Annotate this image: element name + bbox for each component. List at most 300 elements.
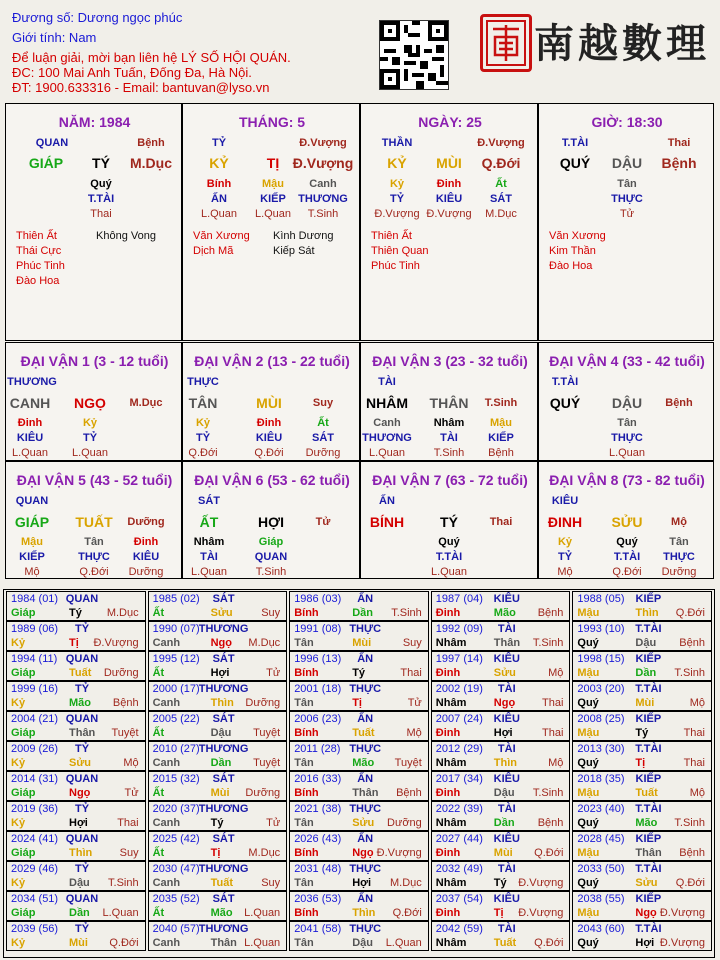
hidden-stem: Đinh — [256, 417, 282, 429]
life-stage: Tử — [266, 667, 281, 679]
pillar-cell: T.TÀI — [87, 193, 115, 205]
life-stage: Suy — [261, 877, 281, 889]
year-branch: Sửu — [69, 757, 92, 769]
owner-name: Đương số: Dương ngọc phúc — [12, 10, 183, 25]
life-stage: Tuyệt — [253, 727, 281, 739]
ten-god: TÀI — [497, 803, 516, 815]
dai-van-3 — [360, 342, 538, 461]
life-stage: Bệnh — [537, 607, 564, 619]
life-stage: Q.Đới — [109, 937, 139, 949]
year-stem: Nhâm — [435, 817, 467, 829]
shen-sha: Thái Cực — [16, 245, 62, 257]
life-stage: Đ.Vượng — [659, 937, 705, 949]
year-branch: Ngọ — [69, 787, 91, 799]
stem-branch: CANH — [9, 395, 51, 411]
year-stem: Bính — [294, 607, 319, 619]
year-label: 1992 (09) — [435, 623, 483, 635]
ten-god: T.TÀI — [635, 623, 662, 635]
ten-god: TỶ — [74, 623, 90, 635]
hidden-stem: T.Sinh — [255, 566, 287, 578]
year-branch: Tị — [352, 697, 362, 709]
year-label: 2012 (29) — [435, 743, 483, 755]
address: ĐC: 100 Mai Anh Tuấn, Đống Đa, Hà Nội. — [12, 65, 252, 80]
year-branch: Tuất — [635, 787, 658, 799]
dai-van-title: ĐẠI VẬN 8 (73 - 82 tuổi) — [549, 472, 705, 488]
year-stem: Giáp — [11, 907, 36, 919]
shen-sha: Thiên Ất — [16, 230, 57, 242]
life-stage: T.Sinh — [391, 607, 422, 619]
year-branch: Thìn — [69, 847, 93, 859]
year-cell — [572, 651, 712, 681]
year-label: 2017 (34) — [435, 773, 483, 785]
hidden-stem: TÀI — [440, 432, 458, 444]
hidden-stem: KIẾP — [488, 432, 514, 444]
ten-god: THƯƠNG — [198, 743, 249, 755]
year-stem: Canh — [152, 757, 181, 769]
year-cell — [148, 591, 288, 621]
year-stem: Quý — [577, 817, 599, 829]
year-label: 2034 (51) — [11, 893, 59, 905]
hidden-stem: Giáp — [258, 536, 284, 548]
pillar-cell: KỶ — [387, 155, 407, 171]
year-cell — [289, 921, 429, 951]
pillar-cell: KỶ — [209, 155, 229, 171]
year-branch: Mùi — [493, 847, 513, 859]
year-cell — [431, 831, 571, 861]
hidden-stem: Mộ — [557, 566, 573, 578]
year-cell — [6, 651, 146, 681]
year-label: 2010 (27) — [152, 743, 200, 755]
ten-god: KIÊU — [493, 653, 520, 665]
year-stem: Đinh — [435, 787, 461, 799]
ten-god: ẤN — [357, 713, 374, 725]
hidden-stem: KIẾP — [19, 551, 45, 563]
hidden-stem: Canh — [373, 417, 401, 429]
ten-god: KIẾP — [635, 593, 662, 605]
pillar-cell: SÁT — [490, 193, 512, 205]
stem-branch: ẤT — [199, 514, 219, 530]
year-branch: Dậu — [210, 727, 232, 739]
year-stem: Ất — [152, 787, 165, 799]
hidden-stem: Dưỡng — [661, 566, 697, 578]
year-cell — [431, 891, 571, 921]
year-stem: Đinh — [435, 907, 461, 919]
year-cell — [289, 891, 429, 921]
year-label: 1984 (01) — [11, 593, 59, 605]
pillar-cell: TỶ — [389, 193, 405, 205]
year-branch: Ngọ — [635, 907, 657, 919]
stem-branch: Bệnh — [665, 397, 693, 409]
dai-van-title: ĐẠI VẬN 7 (63 - 72 tuổi) — [372, 472, 528, 488]
year-branch: Ngọ — [493, 697, 516, 709]
life-stage: Bệnh — [679, 847, 705, 859]
ten-god: SÁT — [212, 893, 235, 905]
year-label: 1991 (08) — [294, 623, 342, 635]
year-branch: Dần — [635, 667, 657, 679]
pillar-cell: Bệnh — [137, 137, 165, 149]
year-cell — [431, 861, 571, 891]
year-branch: Dậu — [493, 787, 515, 799]
year-stem: Giáp — [11, 847, 36, 859]
year-stem: Ất — [152, 667, 165, 679]
year-cell — [289, 801, 429, 831]
year-stem: Quý — [577, 637, 599, 649]
life-stage: M.Dục — [106, 607, 139, 619]
year-cell — [431, 681, 571, 711]
year-label: 2003 (20) — [577, 683, 625, 695]
stem-branch: Mộ — [671, 516, 687, 528]
ten-god: THƯƠNG — [198, 683, 249, 695]
year-cell — [148, 711, 288, 741]
stem-branch: T.Sinh — [484, 397, 518, 409]
ten-god: KIÊU — [493, 833, 520, 845]
ten-god: THỰC — [349, 743, 382, 755]
ten-god: SÁT — [212, 833, 235, 845]
year-stem: Giáp — [11, 787, 36, 799]
pillar-cell: Đinh — [436, 178, 462, 190]
year-label: 2029 (46) — [11, 863, 59, 875]
hidden-stem: Quý — [438, 536, 460, 548]
hidden-stem: Q.Đới — [188, 447, 218, 459]
ten-god: TÀI — [497, 623, 516, 635]
year-branch: Thân — [210, 937, 237, 949]
hidden-stem: TÀI — [200, 551, 218, 563]
hidden-stem: T.TÀI — [613, 551, 641, 563]
hidden-stem: KIÊU — [16, 432, 44, 444]
pillar-cell: TÝ — [92, 155, 110, 171]
year-branch: Dần — [69, 907, 90, 919]
life-stage: Dưỡng — [103, 667, 139, 679]
life-stage: Thai — [117, 817, 139, 829]
annual-luck-table — [3, 589, 715, 958]
ten-god: KIÊU — [493, 593, 520, 605]
year-cell — [572, 771, 712, 801]
dai-van-1 — [5, 342, 182, 461]
ten-god: QUAN — [65, 833, 99, 845]
pillar-cell: Ất — [495, 178, 507, 190]
year-branch: Dậu — [635, 637, 657, 649]
year-label: 2027 (44) — [435, 833, 483, 845]
pillar-cell: L.Quan — [254, 208, 292, 220]
year-label: 1987 (04) — [435, 593, 483, 605]
year-branch: Tý — [635, 727, 649, 739]
hidden-stem: SÁT — [312, 432, 334, 444]
stem-branch: Dưỡng — [127, 516, 165, 528]
year-branch: Tị — [210, 847, 221, 859]
life-stage: Đ.Vượng — [376, 847, 422, 859]
year-label: 1995 (12) — [152, 653, 200, 665]
dai-van-title: ĐẠI VẬN 5 (43 - 52 tuổi) — [16, 472, 173, 488]
life-stage: Thai — [683, 757, 705, 769]
hidden-stem: Tân — [84, 536, 104, 548]
shen-sha: Thiên Quan — [371, 245, 429, 257]
year-label: 1996 (13) — [294, 653, 342, 665]
year-label: 2032 (49) — [435, 863, 483, 875]
year-stem: Mậu — [577, 907, 600, 919]
year-label: 1999 (16) — [11, 683, 59, 695]
year-branch: Tị — [69, 637, 79, 649]
ten-god: ẤN — [379, 495, 395, 507]
pillar-cell: T.TÀI — [561, 137, 589, 149]
year-cell — [289, 681, 429, 711]
year-label: 2002 (19) — [435, 683, 483, 695]
year-branch: Mão — [210, 907, 233, 919]
pillar-cell: Đ.Vượng — [292, 155, 354, 171]
year-label: 2038 (55) — [577, 893, 625, 905]
year-stem: Đinh — [435, 847, 461, 859]
year-branch: Ngọ — [210, 637, 232, 649]
shen-sha: Đào Hoa — [16, 275, 60, 287]
ten-god: KIẾP — [635, 713, 662, 725]
stem-branch: DẬU — [611, 395, 643, 411]
ten-god: TỶ — [74, 683, 90, 695]
life-stage: Mộ — [406, 727, 422, 739]
year-label: 1997 (14) — [435, 653, 483, 665]
year-branch: Tý — [352, 667, 366, 679]
pillar-cell: L.Quan — [200, 208, 238, 220]
pillar-4 — [538, 103, 714, 341]
ten-god: THƯƠNG — [198, 863, 249, 875]
year-branch: Tuất — [493, 937, 517, 949]
year-stem: Canh — [152, 697, 181, 709]
pillar-title: NGÀY: 25 — [418, 114, 482, 130]
year-label: 2014 (31) — [11, 773, 59, 785]
hidden-stem: KIÊU — [132, 551, 160, 563]
year-stem: Bính — [294, 667, 319, 679]
year-branch: Thân — [69, 727, 96, 739]
ten-god: QUAN — [65, 653, 99, 665]
year-label: 2026 (43) — [294, 833, 342, 845]
shen-sha: Kiếp Sát — [273, 245, 315, 257]
pillar-cell: Thai — [667, 137, 691, 149]
pillar-cell: TỊ — [266, 155, 280, 171]
stem-branch: M.Dục — [129, 397, 163, 409]
year-label: 1993 (10) — [577, 623, 625, 635]
dai-van-4 — [538, 342, 714, 461]
year-label: 1989 (06) — [11, 623, 59, 635]
ten-god: SÁT — [212, 773, 235, 785]
life-stage: Tử — [266, 817, 281, 829]
year-stem: Giáp — [11, 667, 36, 679]
ten-god: SÁT — [212, 713, 235, 725]
year-label: 2016 (33) — [294, 773, 342, 785]
year-cell — [6, 591, 146, 621]
year-cell — [431, 741, 571, 771]
ten-god: KIÊU — [493, 713, 520, 725]
year-label: 2031 (48) — [294, 863, 342, 875]
year-label: 2042 (59) — [435, 923, 483, 935]
stem-branch: TUẤT — [75, 514, 113, 530]
stem-branch: ĐINH — [547, 514, 583, 530]
pillar-cell: M.Dục — [130, 155, 172, 171]
year-branch: Hợi — [493, 727, 513, 739]
year-stem: Quý — [577, 937, 599, 949]
year-label: 2033 (50) — [577, 863, 625, 875]
pillar-cell: GIÁP — [28, 155, 64, 171]
year-cell — [431, 711, 571, 741]
pillar-title: NĂM: 1984 — [58, 114, 131, 130]
pillar-cell: Kỷ — [389, 178, 405, 190]
hidden-stem: Ất — [317, 417, 329, 429]
year-branch: Tị — [635, 757, 646, 769]
year-stem: Mậu — [577, 727, 600, 739]
life-stage: M.Dục — [248, 637, 281, 649]
hidden-stem: TỶ — [82, 432, 98, 444]
hidden-stem: L.Quan — [11, 447, 49, 459]
year-label: 2011 (28) — [294, 743, 341, 755]
ten-god: TÀI — [497, 743, 516, 755]
ten-god: TỶ — [74, 863, 90, 875]
year-branch: Hợi — [210, 667, 230, 679]
shen-sha: Văn Xương — [193, 230, 250, 242]
pillar-title: THÁNG: 5 — [238, 114, 306, 130]
year-stem: Canh — [152, 877, 181, 889]
life-stage: T.Sinh — [108, 877, 139, 889]
year-branch: Dậu — [352, 937, 373, 949]
hidden-stem: Bệnh — [488, 447, 514, 459]
year-stem: Tân — [294, 877, 314, 889]
life-stage: Thai — [683, 727, 705, 739]
ten-god: KIÊU — [551, 495, 579, 507]
pillar-cell: Đ.Vượng — [426, 208, 472, 220]
ten-god: THƯƠNG — [7, 376, 57, 388]
life-stage: Bệnh — [537, 817, 564, 829]
pillar-cell: Canh — [309, 178, 337, 190]
year-cell — [431, 801, 571, 831]
hidden-stem: THỰC — [663, 551, 695, 563]
ten-god: THỰC — [349, 923, 382, 935]
year-cell — [572, 831, 712, 861]
shen-sha: Văn Xương — [549, 230, 606, 242]
brand-logo: 南越數理 — [534, 20, 710, 67]
year-label: 1988 (05) — [577, 593, 625, 605]
year-stem: Kỷ — [11, 637, 26, 649]
year-stem: Mậu — [577, 607, 600, 619]
hidden-stem: T.TÀI — [435, 551, 463, 563]
shen-sha: Đào Hoa — [549, 260, 593, 272]
year-label: 2009 (26) — [11, 743, 59, 755]
life-stage: Suy — [261, 607, 281, 619]
year-stem: Kỷ — [11, 697, 26, 709]
life-stage: Đ.Vượng — [93, 637, 139, 649]
year-cell — [572, 921, 712, 951]
year-branch: Mão — [352, 757, 375, 769]
dai-van-title: ĐẠI VẬN 1 (3 - 12 tuổi) — [20, 353, 169, 369]
dai-van-5 — [5, 461, 182, 579]
year-branch: Thìn — [635, 607, 659, 619]
stem-branch: THÂN — [429, 395, 469, 411]
pillar-cell: Q.Đới — [481, 155, 521, 171]
ten-god: THỰC — [349, 803, 382, 815]
year-branch: Tuất — [210, 877, 233, 889]
life-stage: Đ.Vượng — [518, 877, 564, 889]
year-cell — [431, 621, 571, 651]
life-stage: Tử — [124, 787, 139, 799]
pillar-cell: ẤN — [211, 193, 227, 205]
ten-god: THỰC — [349, 623, 382, 635]
year-label: 2019 (36) — [11, 803, 59, 815]
pillar-cell: DẬU — [611, 155, 643, 171]
year-label: 1998 (15) — [577, 653, 625, 665]
year-label: 2036 (53) — [294, 893, 342, 905]
pillar-1 — [5, 103, 182, 341]
hidden-stem: Q.Đới — [254, 447, 284, 459]
ten-god: T.TÀI — [635, 863, 662, 875]
year-branch: Hợi — [69, 817, 88, 829]
year-branch: Mão — [69, 697, 91, 709]
life-stage: Mộ — [548, 667, 564, 679]
hidden-stem: L.Quan — [430, 566, 468, 578]
year-label: 2024 (41) — [11, 833, 59, 845]
year-branch: Mùi — [352, 637, 372, 649]
stem-branch: Thai — [489, 516, 513, 528]
stem-branch: MÙI — [256, 395, 282, 411]
pillar-cell: KIẾP — [260, 193, 286, 205]
year-cell — [148, 801, 288, 831]
ten-god: TÀI — [497, 683, 516, 695]
year-label: 2037 (54) — [435, 893, 483, 905]
stem-branch: NHÂM — [366, 395, 408, 411]
life-stage: Tuyệt — [394, 757, 422, 769]
stem-branch: BÍNH — [369, 514, 405, 530]
shen-sha: Phúc Tinh — [371, 260, 420, 272]
year-branch: Dần — [493, 817, 515, 829]
life-stage: Dưỡng — [245, 787, 281, 799]
year-stem: Ất — [152, 607, 165, 619]
pillar-cell: Tử — [619, 208, 635, 220]
hidden-stem: Mậu — [21, 536, 43, 548]
year-cell — [431, 651, 571, 681]
year-label: 1986 (03) — [294, 593, 342, 605]
hidden-stem: TỶ — [195, 432, 211, 444]
year-branch: Dậu — [69, 877, 90, 889]
stem-branch: HỢI — [258, 514, 284, 530]
shen-sha: Dịch Mã — [193, 245, 234, 257]
stem-branch: Tử — [315, 516, 331, 528]
stem-branch: TÂN — [188, 395, 218, 411]
shen-sha: Không Vong — [96, 230, 156, 242]
ten-god: THỰC — [187, 376, 219, 388]
ten-god: KIÊU — [493, 773, 520, 785]
pillar-cell: Bệnh — [661, 155, 697, 171]
year-label: 2030 (47) — [152, 863, 200, 875]
red-seal-icon — [480, 14, 532, 72]
year-label: 2005 (22) — [152, 713, 200, 725]
year-cell — [6, 801, 146, 831]
life-stage: Mộ — [689, 697, 705, 709]
life-stage: Mộ — [689, 787, 705, 799]
stem-branch: SỬU — [611, 514, 643, 530]
year-stem: Canh — [152, 817, 181, 829]
life-stage: Bệnh — [396, 787, 422, 799]
year-cell — [289, 621, 429, 651]
hidden-stem: Q.Đới — [79, 566, 109, 578]
year-branch: Tý — [493, 877, 507, 889]
year-stem: Ất — [152, 847, 165, 859]
year-stem: Canh — [152, 637, 181, 649]
life-stage: Thai — [541, 727, 564, 739]
dai-van-8 — [538, 461, 714, 579]
year-stem: Tân — [294, 637, 314, 649]
ten-god: QUAN — [15, 495, 49, 507]
hidden-stem: L.Quan — [190, 566, 228, 578]
ten-god: ẤN — [357, 593, 374, 605]
year-cell — [148, 831, 288, 861]
year-branch: Tý — [69, 607, 82, 619]
pillar-cell: MÙI — [436, 155, 462, 171]
hidden-stem: L.Quan — [71, 447, 109, 459]
year-stem: Mậu — [577, 667, 600, 679]
